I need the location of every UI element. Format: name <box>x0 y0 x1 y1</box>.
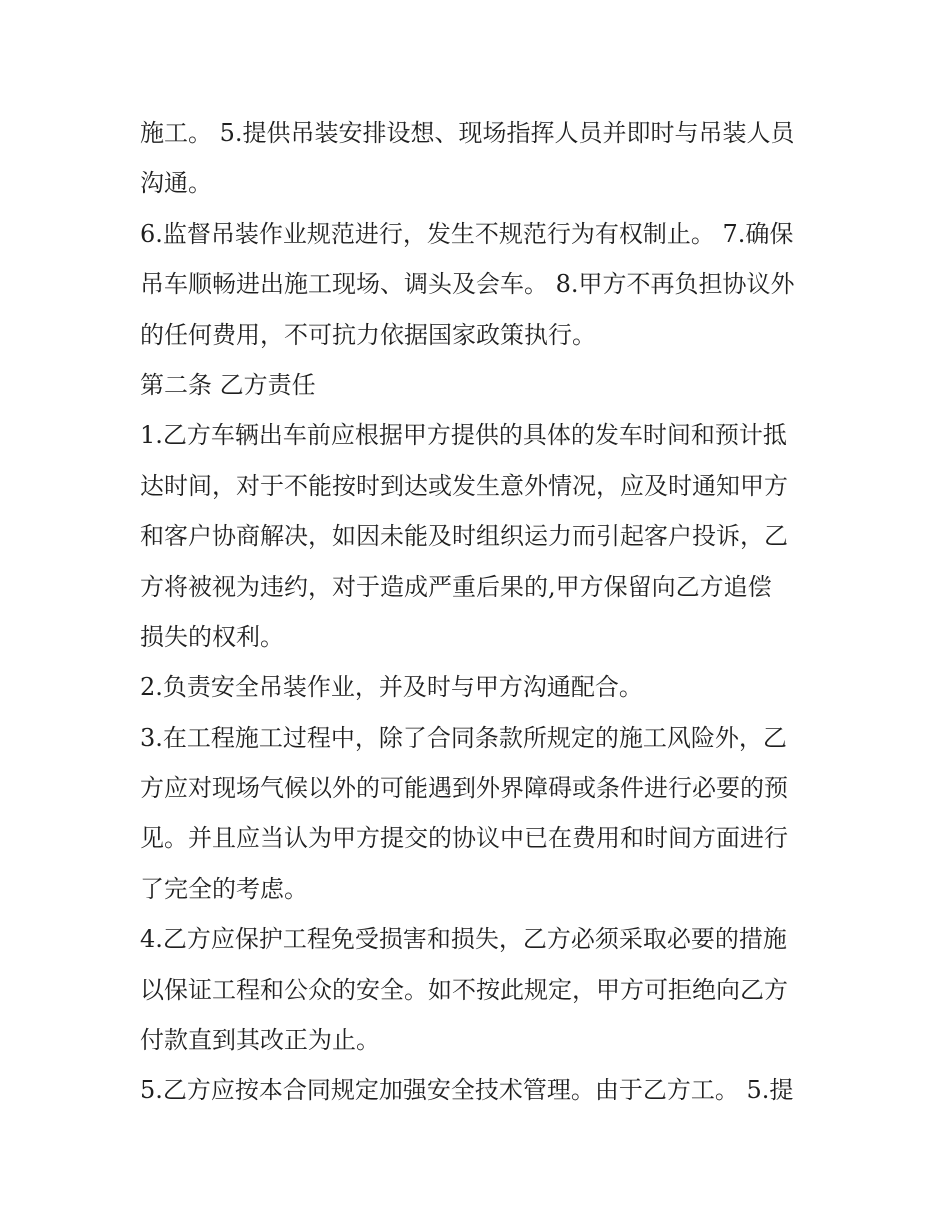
text-line: 5.乙方应按本合同规定加强安全技术管理。由于乙方工。 5.提 <box>140 1076 794 1105</box>
text-line: 的任何费用，不可抗力依据国家政策执行。 <box>140 320 596 349</box>
text-line: 付款直到其改正为止。 <box>140 1026 380 1055</box>
text-line: 损失的权利。 <box>140 622 284 651</box>
text-line: 方将被视为违约，对于造成严重后果的,甲方保留向乙方追偿 <box>140 572 772 601</box>
text-line: 2.负责安全吊装作业，并及时与甲方沟通配合。 <box>140 673 643 702</box>
text-line: 方应对现场气候以外的可能遇到外界障碍或条件进行必要的预 <box>140 774 788 803</box>
text-line: 1.乙方车辆出车前应根据甲方提供的具体的发车时间和预计抵 <box>140 421 787 450</box>
text-line: 6.监督吊装作业规范进行，发生不规范行为有权制止。 7.确保 <box>140 219 794 248</box>
text-line: 达时间，对于不能按时到达或发生意外情况，应及时通知甲方 <box>140 471 788 500</box>
text-line: 4.乙方应保护工程免受损害和损失，乙方必须采取必要的措施 <box>140 925 787 954</box>
text-line: 吊车顺畅进出施工现场、调头及会车。 8.甲方不再负担协议外 <box>140 270 795 299</box>
text-line: 和客户协商解决，如因未能及时组织运力而引起客户投诉，乙 <box>140 522 788 551</box>
text-line: 施工。 5.提供吊装安排设想、现场指挥人员并即时与吊装人员 <box>140 119 795 147</box>
text-line: 了完全的考虑。 <box>140 874 308 903</box>
text-line: 沟通。 <box>140 169 212 198</box>
document-body <box>140 108 820 1116</box>
text-line: 见。并且应当认为甲方提交的协议中已在费用和时间方面进行 <box>140 824 788 853</box>
section-heading: 第二条 乙方责任 <box>140 370 316 399</box>
text-line: 3.在工程施工过程中，除了合同条款所规定的施工风险外，乙 <box>140 723 787 752</box>
text-line: 以保证工程和公众的安全。如不按此规定，甲方可拒绝向乙方 <box>140 975 788 1004</box>
